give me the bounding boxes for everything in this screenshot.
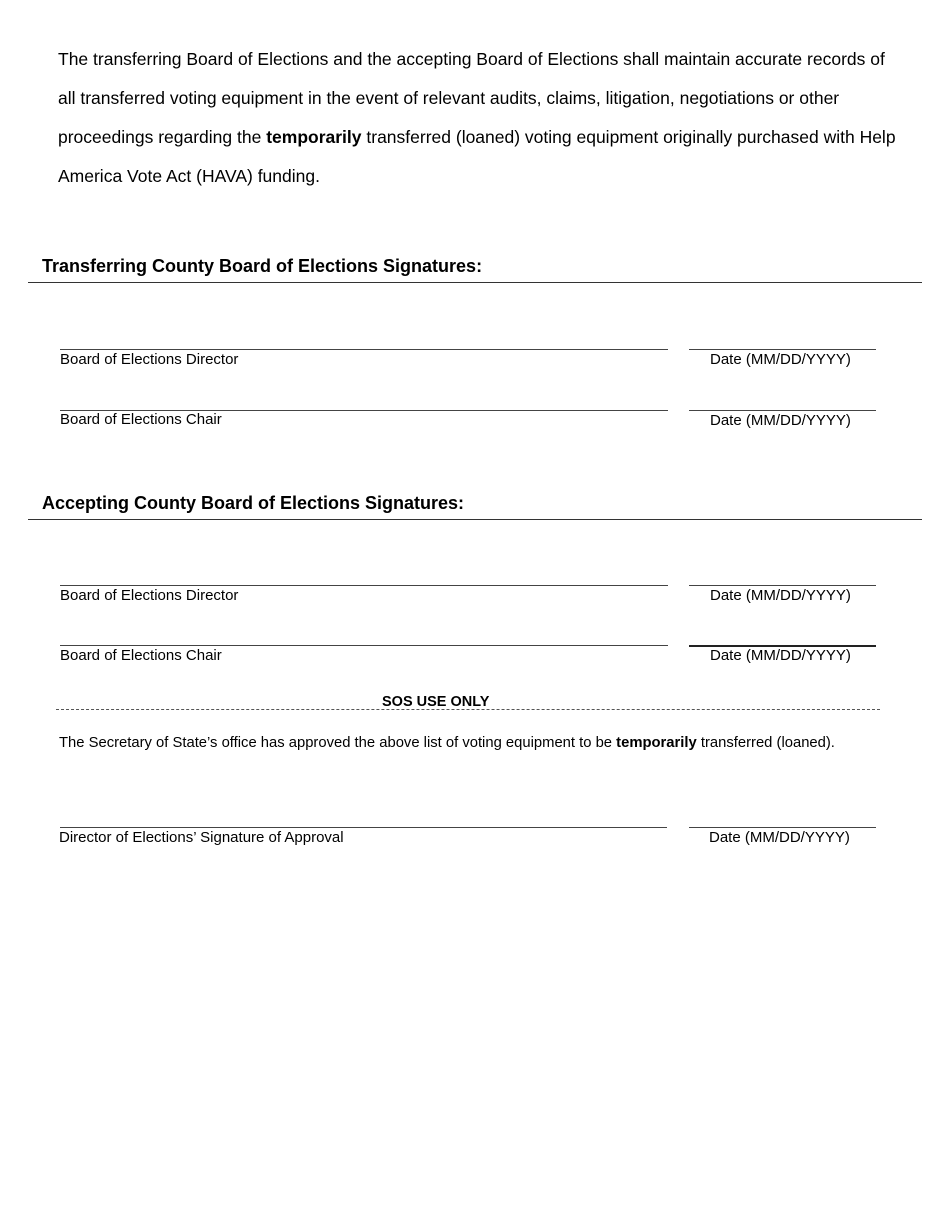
transferring-director-label: Board of Elections Director: [60, 351, 239, 368]
sos-text-part2: transferred (loaned).: [696, 735, 835, 751]
sos-use-only-title: SOS USE ONLY: [382, 694, 490, 710]
accepting-section-title: Accepting County Board of Elections Signatures:: [42, 493, 465, 513]
accepting-director-date-line[interactable]: [689, 585, 876, 586]
sos-text-part1: The Secretary of State’s office has approved the above list of voting equipment to be: [59, 735, 617, 751]
approval-date-line[interactable]: [689, 827, 876, 828]
approval-signature-label: Director of Elections’ Signature of Approval: [59, 829, 344, 846]
transferring-section-divider: [28, 282, 922, 283]
transferring-director-signature-line[interactable]: [60, 349, 668, 350]
transferring-director-date-line[interactable]: [689, 349, 876, 350]
accepting-chair-label: Board of Elections Chair: [60, 647, 222, 664]
approval-signature-line[interactable]: [60, 827, 667, 828]
accepting-director-label: Board of Elections Director: [60, 587, 239, 604]
transferring-chair-date-line[interactable]: [689, 410, 876, 411]
accepting-director-signature-line[interactable]: [60, 585, 668, 586]
transferring-director-date-label: Date (MM/DD/YYYY): [710, 351, 851, 368]
accepting-chair-signature-line[interactable]: [60, 645, 668, 646]
intro-text-part2: transferred (loaned) voting equipment originally purchased with Help America Vote Act (HAVA) funding.: [58, 127, 896, 186]
sos-approval-statement: [59, 735, 929, 751]
intro-paragraph: [58, 40, 898, 196]
intro-text-part1: The transferring Board of Elections and the accepting Board of Elections shall maintain accurate records of all transferred voting equipment in the event of relevant audits, claims, litigation, negotiations or other proceedings regarding the: [58, 49, 885, 147]
transferring-section-title: Transferring County Board of Elections Signatures:: [42, 256, 483, 276]
intro-emphasis: temporarily: [266, 127, 362, 147]
approval-date-label: Date (MM/DD/YYYY): [709, 829, 850, 846]
accepting-section-divider: [28, 519, 922, 520]
accepting-director-date-label: Date (MM/DD/YYYY): [710, 587, 851, 604]
sos-emphasis: temporarily: [616, 735, 697, 751]
transferring-chair-label: Board of Elections Chair: [60, 411, 222, 428]
accepting-chair-date-label: Date (MM/DD/YYYY): [710, 647, 851, 664]
transferring-chair-date-label: Date (MM/DD/YYYY): [710, 412, 851, 429]
sos-dashed-divider: [56, 709, 880, 710]
